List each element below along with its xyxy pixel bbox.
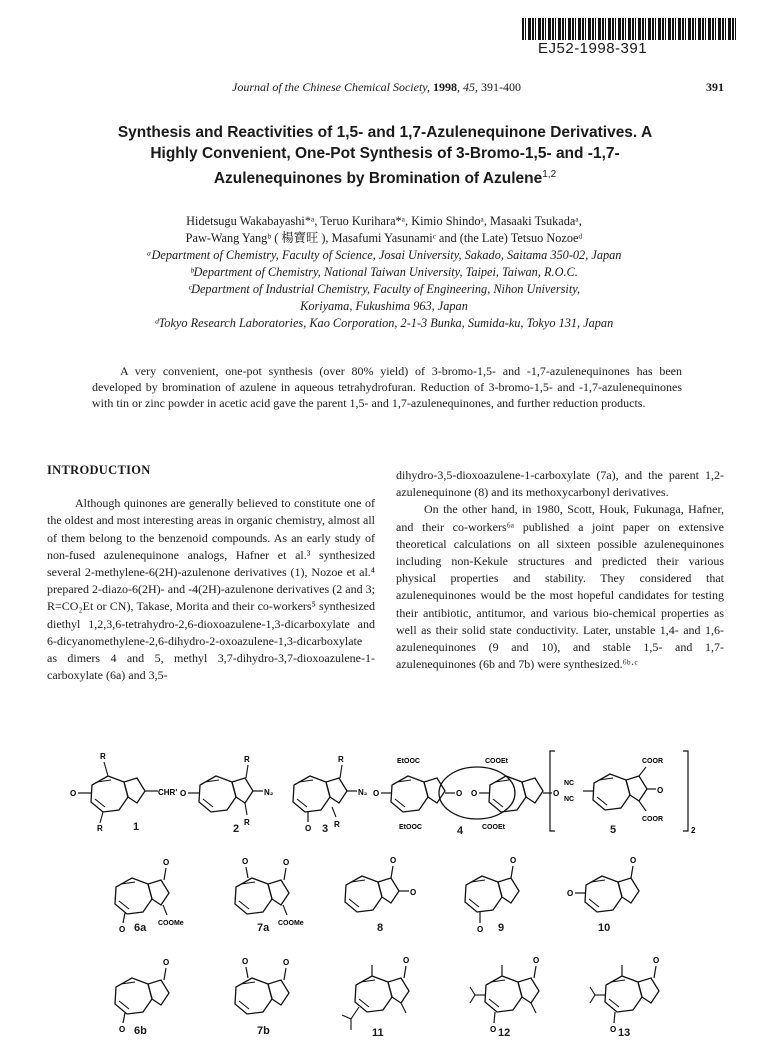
atom-label-o: O bbox=[567, 889, 574, 898]
atom-label-etooc: EtOOC bbox=[399, 824, 422, 831]
atom-label-r: R bbox=[100, 752, 106, 761]
atom-label-o: O bbox=[490, 1025, 497, 1034]
compound-label: 8 bbox=[377, 922, 384, 934]
atom-label-r: R bbox=[334, 820, 340, 829]
compound-1-structure bbox=[78, 762, 158, 823]
compound-label: 10 bbox=[598, 922, 611, 934]
authors-line: Hidetsugu Wakabayashi*ᵃ, Teruo Kurihara*ᵃ, Kimio Shindoᵃ, Masaaki Tsukadaᵃ, bbox=[186, 214, 582, 228]
atom-label-o: O bbox=[653, 956, 660, 965]
compound-2-structure bbox=[188, 765, 263, 815]
compound-label: 11 bbox=[372, 1027, 384, 1039]
compound-label: 7b bbox=[257, 1025, 270, 1037]
atom-label-o: O bbox=[70, 789, 77, 798]
journal-name: Journal of the Chinese Chemical Society bbox=[232, 80, 427, 94]
atom-label-coor: COOR bbox=[642, 758, 663, 765]
article-title bbox=[95, 122, 675, 189]
atom-label-etooc: EtOOC bbox=[397, 758, 420, 765]
structures-svg bbox=[70, 745, 730, 1045]
journal-pages: 391-400 bbox=[480, 80, 521, 94]
atom-label-o: O bbox=[163, 958, 170, 967]
atom-label-o: O bbox=[163, 858, 170, 867]
compound-5-structure bbox=[550, 751, 688, 831]
atom-label-o: O bbox=[242, 857, 249, 866]
atom-label-n2: N₂ bbox=[358, 788, 368, 797]
atom-label-nc: NC bbox=[564, 780, 575, 787]
atom-label-cooet: COOEt bbox=[482, 824, 505, 831]
body-paragraph: On the other hand, in 1980, Scott, Houk, Fukunaga, Hafner, and their co-workers⁶ᵃ published a joint paper on extensive theoretical calculations on all sixteen possible azulenequinones including non-Kekule structures and predicted their various physical properties and stability. They considered that azulenequinones would be the most hopeful candidates for testing their antibiotic, antitumor, and various bio-chemical properties as well as their solid state conductivity. Later, unstable 1,4- and 1,6-azulenequinones (9 and 10), and stable 1,5- and 1,7-azulenequinones (6b and 7b) were synthesized.⁶ᵇ·ᶜ bbox=[396, 502, 724, 672]
atom-label-r: R bbox=[244, 755, 250, 764]
compound-label: 3 bbox=[322, 823, 329, 835]
atom-label-r: R bbox=[97, 824, 103, 833]
atom-label-coor: COOR bbox=[642, 816, 663, 823]
affiliation: ᵃDepartment of Chemistry, Faculty of Science, Josai University, Sakado, Saitama 350-02, Japan bbox=[146, 248, 622, 262]
atom-label-o: O bbox=[630, 856, 637, 865]
affiliation: ᶜDepartment of Industrial Chemistry, Faculty of Engineering, Nihon University, bbox=[187, 282, 581, 296]
document-number: EJ52-1998-391 bbox=[538, 40, 648, 57]
compound-7a-structure bbox=[235, 867, 289, 915]
compound-6a-structure bbox=[115, 868, 169, 923]
atom-label-chr: CHR' bbox=[158, 788, 178, 797]
atom-label-cooet: COOEt bbox=[485, 758, 508, 765]
atom-label-nc: NC bbox=[564, 796, 575, 803]
title-superscript: 1,2 bbox=[542, 169, 557, 180]
atom-label-o: O bbox=[180, 789, 187, 798]
atom-label-coome: COOMe bbox=[158, 920, 184, 927]
compound-6b-structure bbox=[115, 968, 169, 1023]
authors-line: Paw-Wang Yangᵇ ( 楊寶旺 ), Masafumi Yasunamiᶜ and (the Late) Tetsuo Nozoeᵈ bbox=[185, 231, 583, 245]
subscript-2: 2 bbox=[691, 826, 696, 835]
compound-9-structure bbox=[465, 866, 519, 923]
atom-label-o: O bbox=[373, 789, 380, 798]
affiliation: Koriyama, Fukushima 963, Japan bbox=[300, 299, 468, 313]
affiliation: ᵇDepartment of Chemistry, National Taiwan University, Taipei, Taiwan, R.O.C. bbox=[190, 265, 578, 279]
atom-label-o: O bbox=[119, 925, 126, 934]
atom-label-n2: N₂ bbox=[264, 788, 274, 797]
atom-label-o: O bbox=[410, 888, 417, 897]
compound-label: 1 bbox=[133, 821, 140, 833]
journal-volume: 45 bbox=[462, 80, 475, 94]
atom-label-o: O bbox=[403, 956, 410, 965]
barcode bbox=[522, 18, 738, 40]
atom-label-coome: COOMe bbox=[278, 920, 304, 927]
atom-label-o: O bbox=[510, 856, 517, 865]
compound-label: 4 bbox=[457, 825, 464, 837]
compound-12-structure bbox=[470, 965, 539, 1023]
atom-label-o: O bbox=[471, 789, 478, 798]
title-text: Synthesis and Reactivities of 1,5- and 1,7-Azulenequinone Derivatives. A Highly Convenient, One-Pot Synthesis of 3-Bromo-1,5- and -1,7-Azulenequinones by Bromination of Azulene bbox=[117, 124, 653, 188]
atom-label-o: O bbox=[610, 1025, 617, 1034]
compound-label: 6a bbox=[134, 922, 147, 934]
atom-label-r: R bbox=[338, 755, 344, 764]
atom-label-o: O bbox=[456, 789, 463, 798]
compound-label: 5 bbox=[610, 824, 617, 836]
atom-label-o: O bbox=[553, 789, 560, 798]
journal-year: 1998 bbox=[432, 80, 457, 94]
atom-label-o: O bbox=[657, 786, 664, 795]
abstract: A very convenient, one-pot synthesis (over 80% yield) of 3-bromo-1,5- and -1,7-azulenequinones has been developed by bromination of azulene in aqueous tetrahydrofuran. Reduction of 3-bromo-1,5- and -1,7-azulenequinones with tin or zinc powder in acetic acid gave the parent 1,5- and 1,7-azulenequinones, and further reduction products. bbox=[92, 364, 682, 410]
compound-3-structure bbox=[293, 765, 357, 822]
atom-label-o: O bbox=[283, 858, 290, 867]
right-column bbox=[396, 467, 724, 673]
atom-label-o: O bbox=[533, 956, 540, 965]
atom-label-r: R bbox=[244, 818, 250, 827]
compound-10-structure bbox=[575, 866, 639, 912]
compound-11-structure bbox=[342, 965, 409, 1030]
page-number: 391 bbox=[706, 80, 724, 94]
body-paragraph: dihydro-3,5-dioxoazulene-1-carboxylate (7a), and the parent 1,2-azulenequinone (8) and its methoxycarbonyl derivatives. bbox=[396, 468, 724, 500]
compound-13-structure bbox=[590, 965, 659, 1023]
compound-label: 7a bbox=[257, 922, 270, 934]
compound-label: 13 bbox=[618, 1027, 631, 1039]
body-paragraph: Although quinones are generally believed to constitute one of the oldest and most interesting areas in organic chemistry, almost all of them belong to the benzenoid compounds. As an early study of non-fused azulenequinone analogs, Hafner et al.³ synthesized several 2-methylene-6(2H)-azulenone derivatives (1), Nozoe et al.⁴ prepared 2-diazo-6(2H)- and -4(2H)-azulenone derivatives (2 and 3; R=CO₂Et or CN), Takase, Morita and their co-workers⁵ synthesized diethyl 1,2,3,6-tetrahydro-2,6-dioxoazulene-1,3-dicarboxylate and 6-dicyanomethylene-2,6-dihydro-2-oxoazulene-1,3-dicarboxylate as dimers 4 and 5, methyl 3,7-dihydro-3,7-dioxoazulene-1-carboxylate (6a) and 3,5- bbox=[47, 496, 375, 683]
compound-label: 2 bbox=[233, 823, 240, 835]
compound-8-structure bbox=[345, 866, 409, 912]
left-column bbox=[47, 462, 375, 684]
atom-label-o: O bbox=[305, 824, 312, 833]
compound-7b-structure bbox=[235, 967, 289, 1014]
atom-label-o: O bbox=[477, 925, 484, 934]
compound-4-structure bbox=[381, 767, 552, 819]
chemical-structures-figure bbox=[70, 745, 730, 1045]
affiliation: ᵈTokyo Research Laboratories, Kao Corporation, 2-1-3 Bunka, Sumida-ku, Tokyo 131, Japan bbox=[154, 316, 614, 330]
compound-label: 9 bbox=[498, 922, 505, 934]
authors-block bbox=[80, 213, 688, 332]
atom-label-o: O bbox=[119, 1025, 126, 1034]
atom-label-o: O bbox=[390, 856, 397, 865]
atom-label-o: O bbox=[242, 957, 249, 966]
compound-label: 6b bbox=[134, 1025, 147, 1037]
compound-label: 12 bbox=[498, 1027, 511, 1039]
section-heading: INTRODUCTION bbox=[47, 463, 151, 477]
atom-label-o: O bbox=[283, 958, 290, 967]
journal-citation: Journal of the Chinese Chemical Society, 1998, 45, 391-400 bbox=[232, 80, 521, 94]
